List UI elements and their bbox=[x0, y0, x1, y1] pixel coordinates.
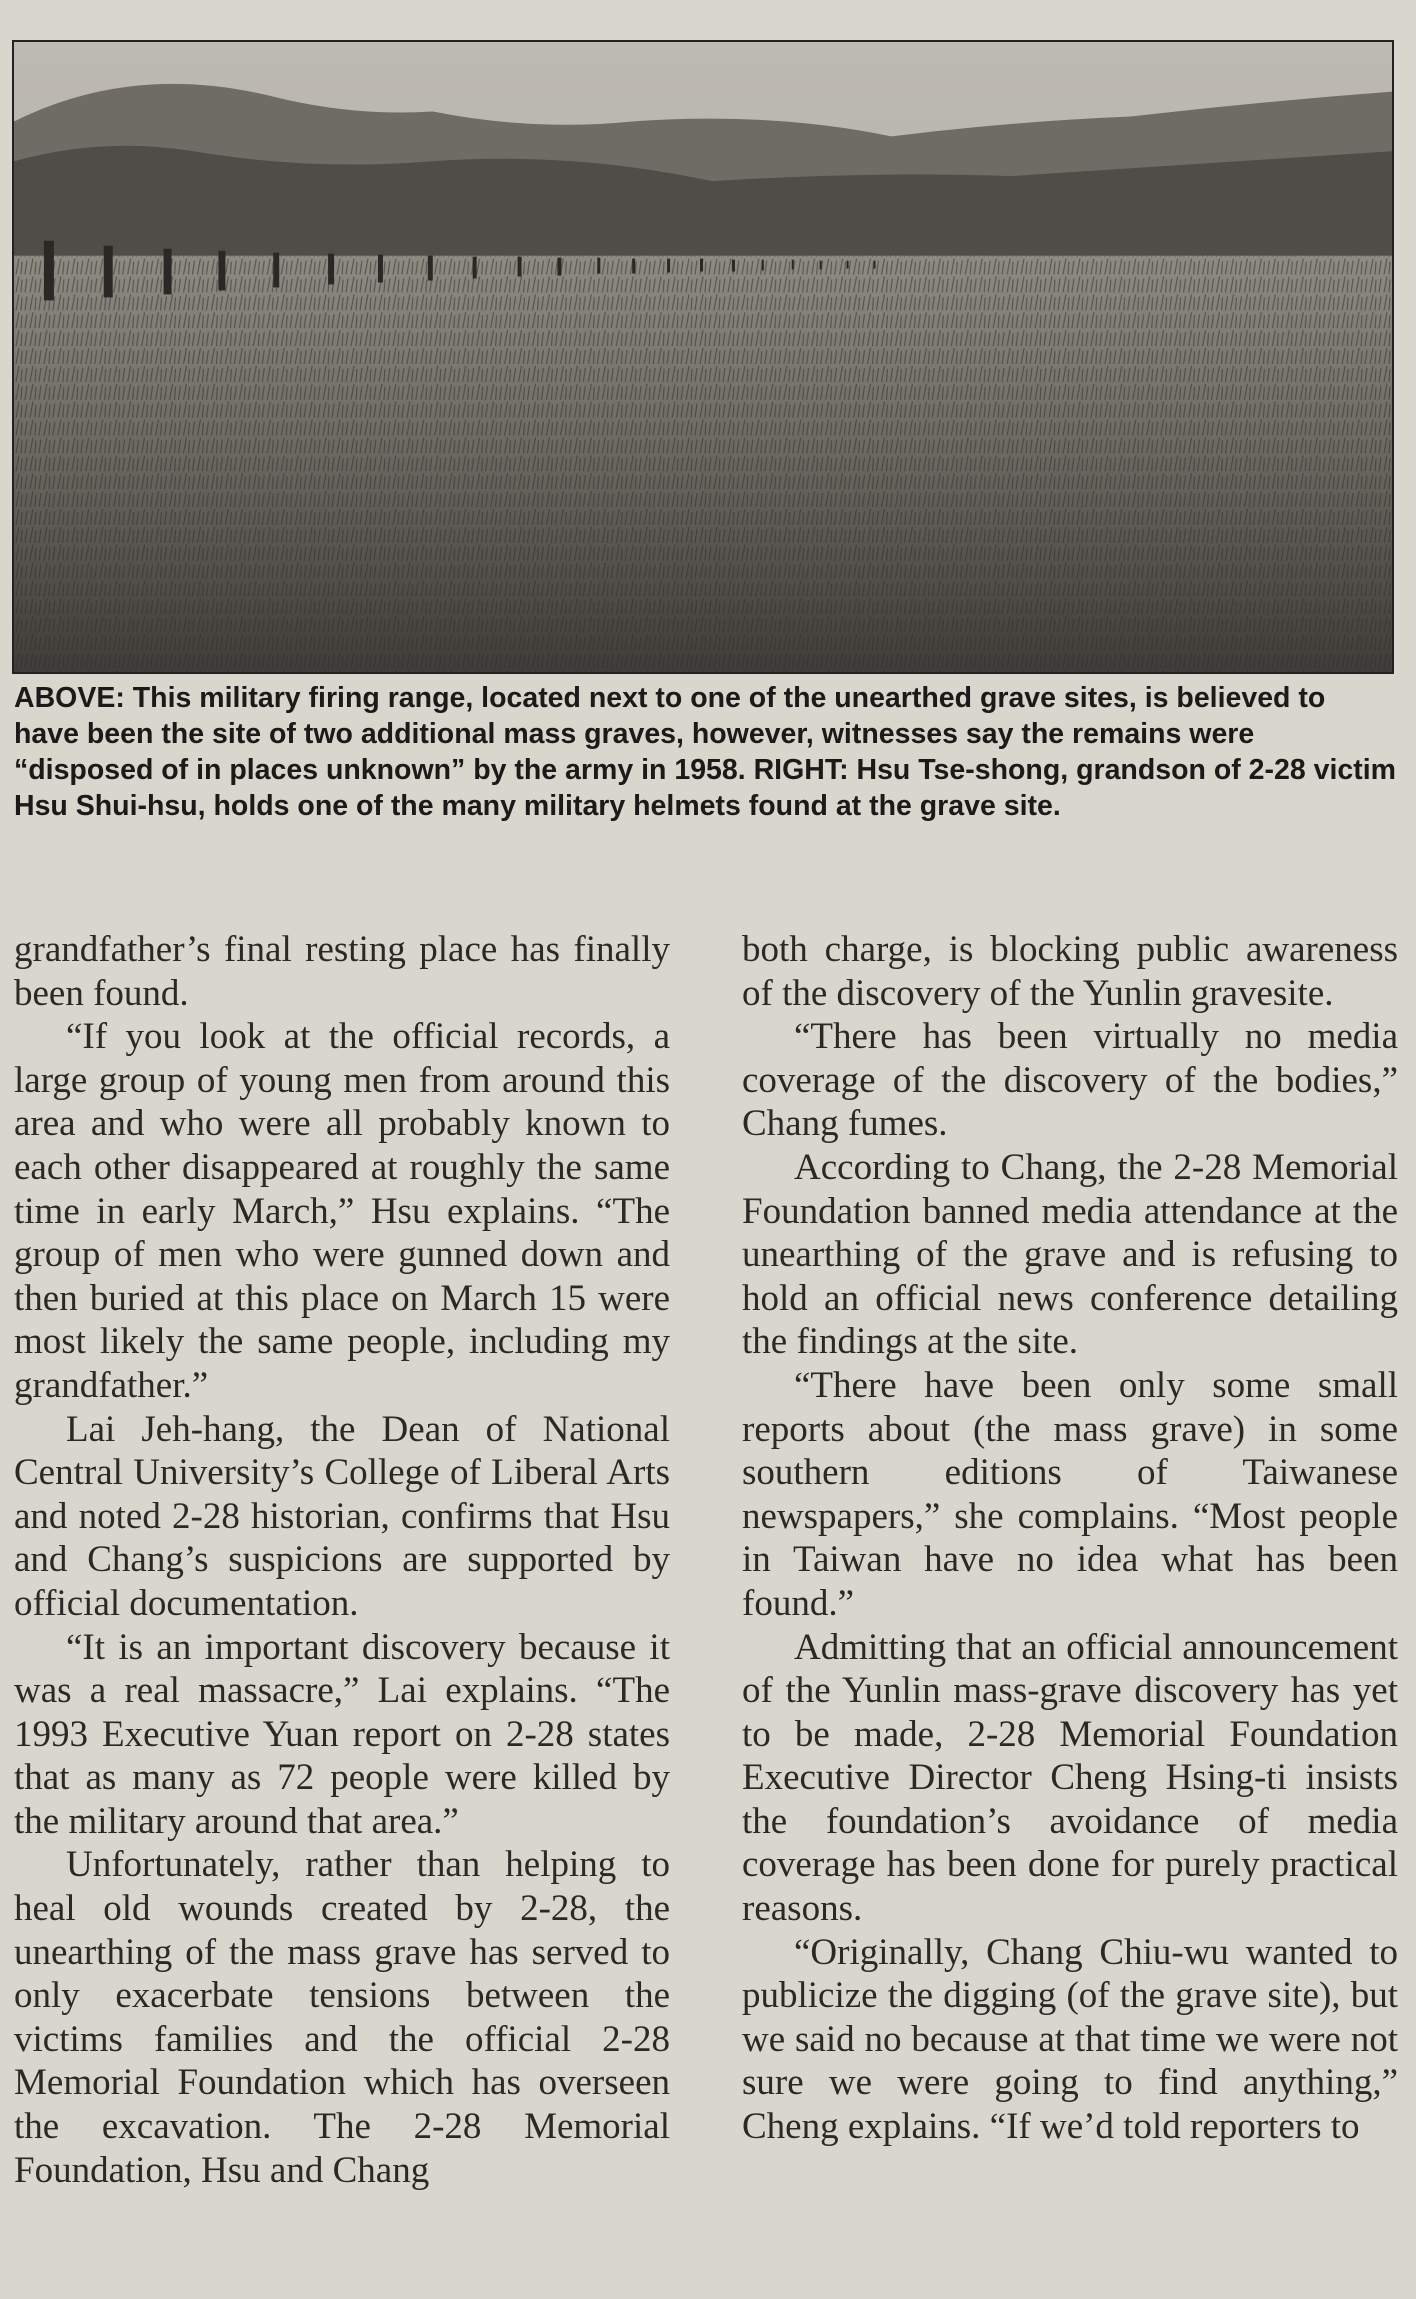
firing-range-photo-image bbox=[14, 42, 1392, 672]
paragraph: “If you look at the official records, a large group of young men from around this area and who were all probably known to each other disappeared at roughly the same time in early March,” Hsu explains. “The group of men who were gunned down and then buried at this place on March 15 were most likely the same people, including my grandfather.” bbox=[14, 1016, 670, 1406]
paragraph: Admitting that an official announcement of the Yunlin mass-grave discovery has yet to be made, 2-28 Memorial Foundation Executive Director Cheng Hsing-ti insists the foundation’s avoidance of media coverage has been done for purely practical reasons. bbox=[742, 1626, 1398, 1930]
paragraph: “Originally, Chang Chiu-wu wanted to publicize the digging (of the grave site), but we said no because at that time we were not sure we were going to find anything,” Cheng explains. “If we’d told reporters to bbox=[742, 1931, 1398, 2148]
left-column bbox=[14, 928, 670, 2192]
paragraph: grandfather’s final resting place has finally been found. bbox=[14, 929, 670, 1014]
paragraph: Lai Jeh-hang, the Dean of National Central University’s College of Liberal Arts and noted 2-28 historian, confirms that Hsu and Chang’s suspicions are supported by official documentation. bbox=[14, 1408, 670, 1624]
paragraph: Unfortunately, rather than helping to heal old wounds created by 2-28, the unearthing of the mass grave has served to only exacerbate tensions between the victims families and the official 2-28 Memorial Foundation which has overseen the excavation. The 2-28 Memorial Foundation, Hsu and Chang bbox=[14, 1844, 670, 2191]
paragraph: “It is an important discovery because it was a real massacre,” Lai explains. “The 1993 Executive Yuan report on 2-28 states that as many as 72 people were killed by the military around that area.” bbox=[14, 1626, 670, 1842]
paragraph: “There have been only some small reports about (the mass grave) in some southern editions of Taiwanese newspapers,” she complains. “Most people in Taiwan have no idea what has been found.” bbox=[742, 1364, 1398, 1624]
paragraph: According to Chang, the 2-28 Memorial Foundation banned media attendance at the unearthing of the grave and is refusing to hold an official news conference detailing the findings at the site. bbox=[742, 1146, 1398, 1363]
paragraph: both charge, is blocking public awareness of the discovery of the Yunlin gravesite. bbox=[742, 929, 1398, 1014]
firing-range-photo bbox=[12, 40, 1394, 674]
right-column bbox=[742, 928, 1398, 2149]
paragraph: “There has been virtually no media coverage of the discovery of the bodies,” Chang fumes. bbox=[742, 1016, 1398, 1145]
photo-caption: ABOVE: This military firing range, located next to one of the unearthed grave sites, is believed to have been the site of two additional mass graves, however, witnesses say the remains were “disposed of in places unknown” by the army in 1958. RIGHT: Hsu Tse-shong, grandson of 2-28 victim Hsu Shui-hsu, holds one of the many military helmets found at the grave site. bbox=[14, 682, 1396, 822]
